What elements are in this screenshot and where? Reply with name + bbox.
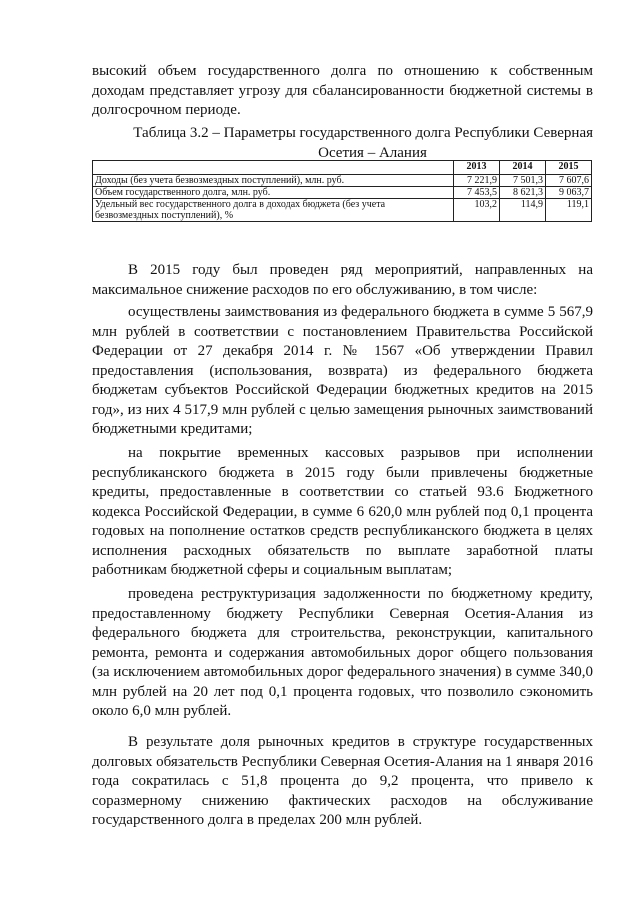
body-paragraph: В 2015 году был проведен ряд мероприятий, направленных на максимальное снижение расходов по его обслуживанию, в том числе:	[92, 262, 593, 298]
table-row-label: Объем государственного долга, млн. руб.	[93, 187, 454, 199]
table-header-cell: 2013	[454, 161, 500, 175]
table-cell: 114,9	[500, 199, 546, 222]
debt-parameters-table	[92, 160, 592, 222]
body-paragraph: на покрытие временных кассовых разрывов при исполнении республиканского бюджета в 2015 году были привлечены бюджетные кредиты, предоставленные в соответствии со статьей 93.6 Бюджетного кодекса Российской Федерации, в сумме 6 620,0 млн рублей под 0,1 процента годовых на пополнение остатков средств республиканского бюджета в целях исполнения расходных обязательств по выплате заработной платы работникам бюджетной сферы и социальным выплатам;	[92, 445, 593, 578]
table-row	[93, 175, 592, 187]
body-paragraph: проведена реструктуризация задолженности по бюджетному кредиту, предоставленному бюджету Республики Северная Осетия-Алания из федерального бюджета для строительства, реконструкции, капитального ремонта, ремонта и содержания автомобильных дорог общего пользования (за исключением автомобильных дорог федерального значения) в сумме 340,0 млн рублей на 20 лет под 0,1 процента годовых, что позволило сэкономить около 6,0 млн рублей.	[92, 586, 593, 719]
body-paragraph: осуществлены заимствования из федерального бюджета в сумме 5 567,9 млн рублей в соответствии с постановлением Правительства Российской Федерации от 27 декабря 2014 г. № 1567 «Об утверждении Правил предоставления (использования, возврата) из федерального бюджета бюджетам субъектов Российской Федерации бюджетных кредитов на 2015 год», из них 4 517,9 млн рублей с целью замещения рыночных заимствований бюджетными кредитами;	[92, 304, 593, 437]
table-cell: 7 453,5	[454, 187, 500, 199]
table-cell: 103,2	[454, 199, 500, 222]
table-cell: 7 607,6	[546, 175, 592, 187]
table-row	[93, 199, 592, 222]
table-cell: 7 501,3	[500, 175, 546, 187]
table-caption-line1: Таблица 3.2 – Параметры государственного долга Республики Северная	[133, 125, 593, 141]
table-cell: 119,1	[546, 199, 592, 222]
intro-paragraph: высокий объем государственного долга по отношению к собственным доходам представляет угрозу для сбалансированности бюджетной системы в долгосрочном периоде.	[92, 63, 593, 118]
table-header-cell: 2015	[546, 161, 592, 175]
table-caption	[92, 124, 593, 163]
table-header-row	[93, 161, 592, 175]
table-cell: 9 063,7	[546, 187, 592, 199]
table-caption-line2: Осетия – Алания	[318, 144, 427, 161]
table-header-cell	[93, 161, 454, 175]
table-cell: 7 221,9	[454, 175, 500, 187]
table-header-cell: 2014	[500, 161, 546, 175]
body-paragraph: В результате доля рыночных кредитов в структуре государственных долговых обязательств Республики Северная Осетия-Алания на 1 января 2016 года сократилась с 51,8 процента до 9,2 процента, что привело к соразмерному снижению фактических расходов на обслуживание государственного долга в пределах 200 млн рублей.	[92, 734, 593, 828]
table-cell: 8 621,3	[500, 187, 546, 199]
table-row-label: Удельный вес государственного долга в доходах бюджета (без учета безвозмездных поступлений), %	[93, 199, 454, 222]
table-row	[93, 187, 592, 199]
table-row-label: Доходы (без учета безвозмездных поступлений), млн. руб.	[93, 175, 454, 187]
